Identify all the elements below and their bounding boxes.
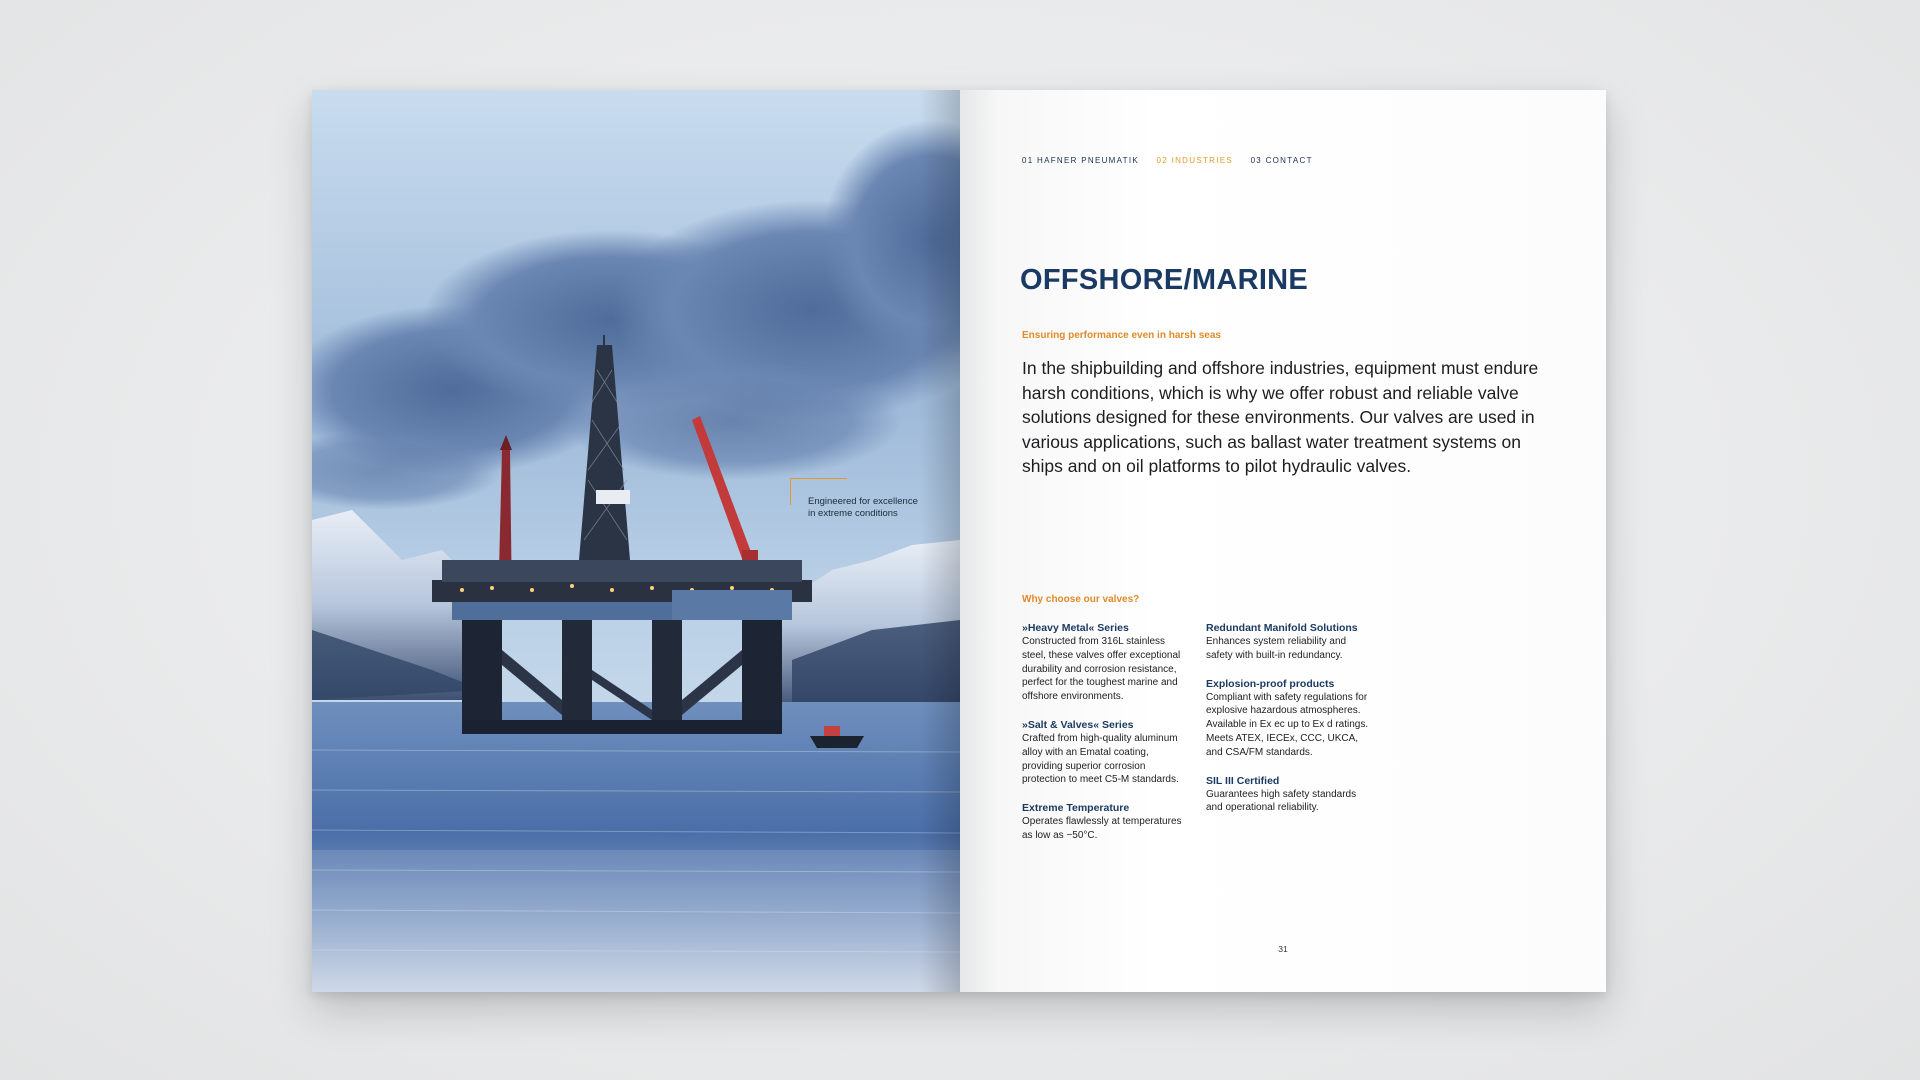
brochure-spread [312, 90, 1606, 992]
feature-title: »Salt & Valves« Series [1022, 718, 1134, 731]
feature-description: Compliant with safety regulations for explosive hazardous atmospheres. Available in Ex ec up to Ex d ratings. Meets ATEX, IECEx, CCC, UKCA, and CSA/FM standards. [1206, 691, 1369, 758]
feature-title: »Heavy Metal« Series [1022, 622, 1129, 634]
offshore-platform-photo [312, 90, 960, 992]
feature-item [1022, 801, 1190, 843]
feature-description: Guarantees high safety standards and operational reliability. [1206, 788, 1357, 814]
feature-title: Redundant Manifold Solutions [1206, 622, 1358, 634]
features-column-left [1022, 621, 1190, 857]
feature-title: SIL III Certified [1206, 774, 1280, 787]
feature-item [1206, 774, 1374, 816]
nav-item-hafner-pneumatik: 01 HAFNER PNEUMATIK [1022, 156, 1140, 165]
nav-item-contact: 03 CONTACT [1250, 156, 1313, 165]
section-nav [1022, 156, 1327, 165]
feature-description: Operates flawlessly at temperatures as low as −50°C. [1022, 816, 1182, 841]
feature-item [1206, 677, 1374, 760]
page-title: OFFSHORE/MARINE [1020, 264, 1309, 296]
callout-text: Engineered for excellence in extreme conditions [808, 496, 918, 519]
page-number: 31 [1278, 944, 1288, 954]
why-choose-heading: Why choose our valves? [1022, 594, 1140, 605]
feature-title: Extreme Temperature [1022, 802, 1130, 815]
feature-description: Crafted from high-quality aluminum alloy with an Ematal coating, providing superior corrosion protection to meet C5-M standards. [1022, 732, 1179, 786]
feature-item [1206, 621, 1374, 663]
feature-description: Enhances system reliability and safety with built-in redundancy. [1206, 636, 1347, 661]
spine-shadow [920, 90, 960, 992]
feature-item [1022, 621, 1190, 704]
features-list [1022, 621, 1402, 857]
features-column-right [1206, 621, 1374, 857]
nav-item-industries: 02 INDUSTRIES [1156, 156, 1234, 165]
photo-page [312, 90, 960, 992]
feature-item [1022, 718, 1190, 787]
feature-title: Explosion-proof products [1206, 677, 1335, 690]
page-subtitle: Ensuring performance even in harsh seas [1022, 330, 1221, 341]
intro-paragraph: In the shipbuilding and offshore industries, equipment must endure harsh conditions, which is why we offer robust and reliable valve solutions designed for these environments. Our valves are used in various applications, such as ballast water treatment systems on ships and on oil platforms to pilot hydraulic valves. [1022, 358, 1539, 477]
text-page [960, 90, 1606, 992]
feature-description: Constructed from 316L stainless steel, these valves offer exceptional durability and corrosion resistance, perfect for the toughest marine and offshore environments. [1022, 636, 1181, 703]
